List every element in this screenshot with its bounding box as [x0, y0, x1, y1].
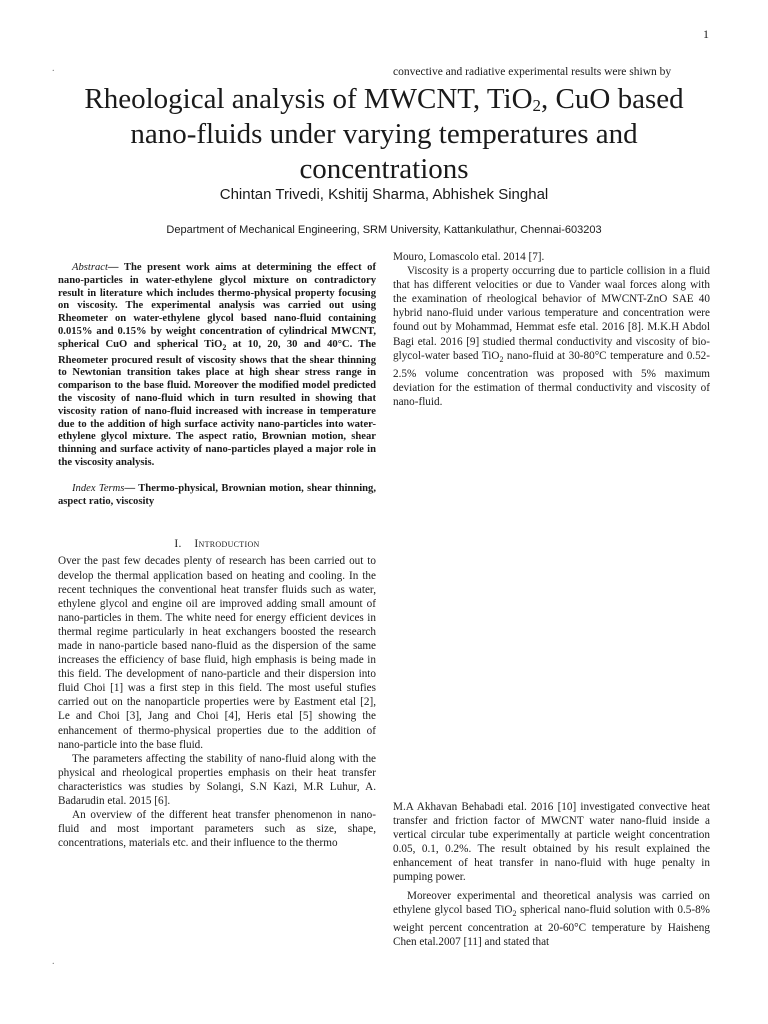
right-column-lower	[393, 800, 710, 949]
index-terms-label: Index Terms	[72, 482, 125, 494]
title-line-3: concentrations	[299, 153, 469, 185]
right-paragraph-continuation: Mouro, Lomascolo etal. 2014 [7].	[393, 251, 545, 263]
right-paragraph-viscosity: Viscosity is a property occurring due to particle collision in a fluid that has different velocities or due to Vander waal forces along with the examination of rheological behavior of MWCNT-ZnO SAE 40 hybrid nano-fluid under various temperature and concentration were found out by Mohammad, Hemmat esfe etal. 2016 [8]. M.K.H Abdol Bagi etal. 2016 [9] studied thermal conductivity and viscosity of bio-glycol-water based TiO$_2$ nano-fluid at 30-80°C temperature and 0.52-2.5% volume concentration was proposed with 5% maximum deviation for the estimation of thermal conductivity and viscosity of nano-fluid.	[393, 265, 711, 409]
right-paragraph-akhavan: M.A Akhavan Behabadi etal. 2016 [10] investigated convective heat transfer and friction factor of MWCNT water nano-fluid inside a vertical circular tube experimentally at particle weight concentration 0.05, 0.1, 0.2%. The result obtained by his result explained the enhancement of heat transfer in nano-fluid with huge penalty in pumping power.	[393, 801, 710, 884]
left-column	[58, 262, 376, 850]
intro-paragraph-3: An overview of the different heat transfer phenomenon in nano-fluid and most important parameters such as size, shape, concentrations, materials etc. and their influence to the thermo	[58, 809, 376, 850]
right-paragraph-chen: Moreover experimental and theoretical analysis was carried on ethylene glycol based TiO$_2$ spherical nano-fluid solution with 0.5-8% weight percent concentration at 20-60°C temperature by Haisheng Chen etal.2007 [11] and stated that	[393, 889, 710, 949]
section-heading-introduction: I. Introduction	[174, 538, 260, 551]
intro-paragraph-2: The parameters affecting the stability of nano-fluid along with the physical and rheological properties emphasis on their heat transfer characteristics was studies by Solangi, S.N Kazi, M.R Luhur, A. Badarudin etal. 2015 [6].	[58, 752, 376, 808]
abstract: Abstract— The present work aims at determining the effect of nano-particles in water-ethylene glycol mixture on contradictory result in literature which includes thermo-physical property focusing on viscosity. The experimental analysis was carried out using Rheometer on water-ethylene glycol based nano-fluid containing 0.015% and 0.15% by weight concentration of cylindrical MWCNT, spherical CuO and spherical TiO$_2$ at 10, 20, 30 and 40°C. The Rheometer procured result of viscosity shows that the shear thinning to Newtonian transition takes place at high shear stress range in comparison to the base fluid. Moreover the modified model predicted the viscosity of nano-fluid which in turn resulted in showing that viscosity ration of nano-fluid increased with increase in temperature due to the addition of high surface activity nano-particles into water-ethylene glycol mixture. The aspect ratio, Brownian motion, shear thinning and surface activity of nano-particles played a major role in the viscosity analysis.	[58, 262, 377, 469]
column-continuation-fragment: convective and radiative experimental results were shiwn by	[393, 66, 672, 78]
affiliation: Department of Mechanical Engineering, SRM University, Kattankulathur, Chennai-603203	[166, 224, 602, 236]
author-list: Chintan Trivedi, Kshitij Sharma, Abhishek Singhal	[219, 186, 549, 203]
paper-title	[40, 82, 728, 187]
title-line-1: Rheological analysis of MWCNT, TiO$_2$, CuO based	[84, 83, 684, 115]
page-number: 1	[703, 27, 709, 41]
abstract-label: Abstract	[72, 262, 108, 273]
index-terms: Index Terms— Thermo-physical, Brownian motion, shear thinning, aspect ratio, viscosity	[58, 482, 376, 507]
stray-mark: .	[52, 63, 55, 74]
stray-mark: .	[52, 956, 55, 967]
title-line-2: nano-fluids under varying temperatures and	[130, 118, 638, 150]
right-column-upper	[393, 250, 710, 409]
intro-paragraph-1: Over the past few decades plenty of research has been carried out to develop the thermal application based on heating and cooling. In the recent techniques the conventional heat transfer fluids such as water, ethylene glycol and engine oil are improved adding small amount of nano-particles in them. The white need for energy efficient devices in thermal regime particularly in heat exchangers boosted the research made in nano-particle based nano-fluid as the dispersion of the same increases the efficiency of base fluid, high emphasis is being made in this field. The development of nano-particle and their dispersion into fluid Choi [1] was a first step in this field. The most useful stufies carried out on the nanoparticle properties were by Eastment etal [2], Le and Choi [3], Jang and Choi [4], Heris etal [5] showing the enhancement of thermo-physical properties due to the addition of nano-particle into the base fluid.	[58, 555, 376, 751]
